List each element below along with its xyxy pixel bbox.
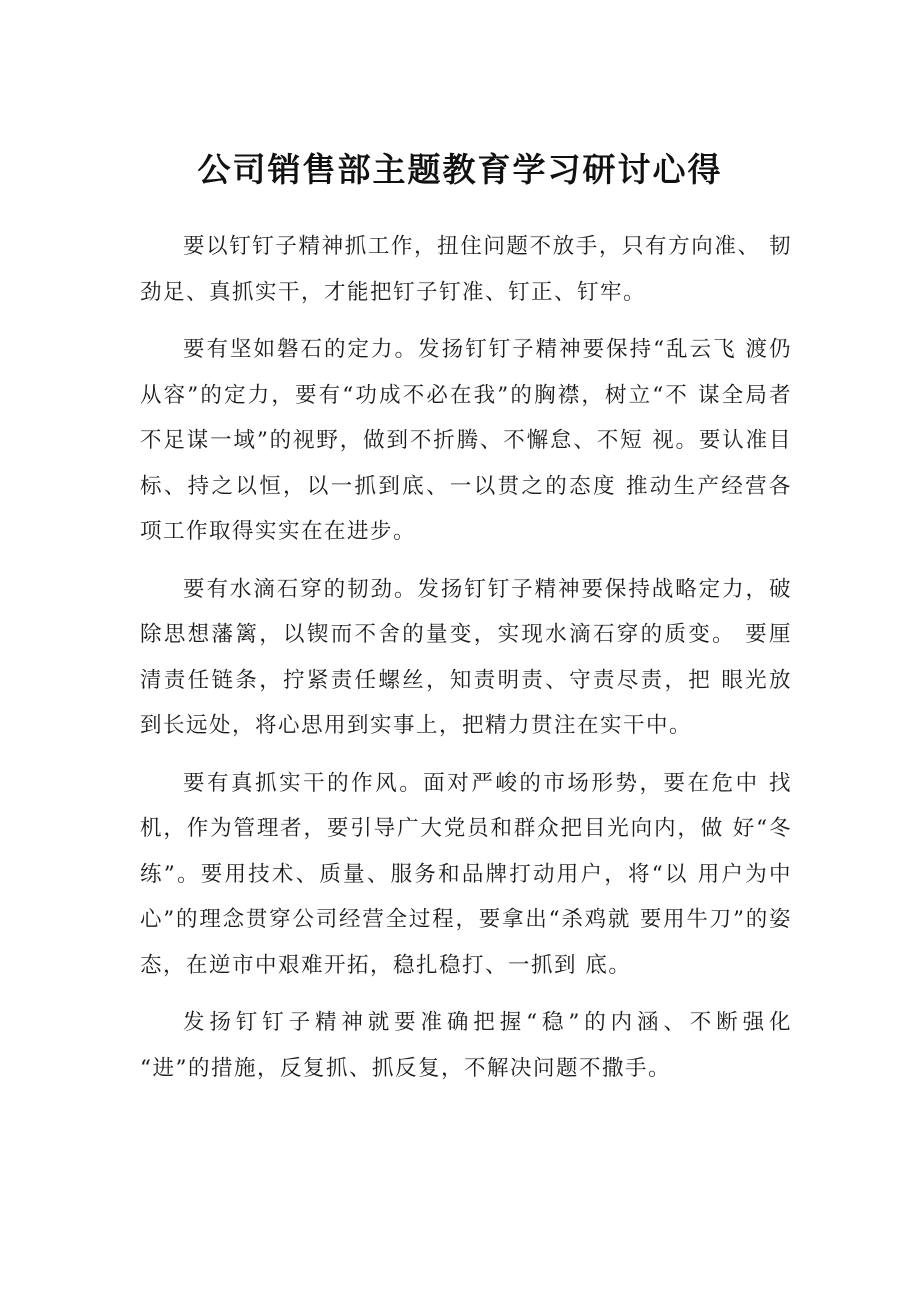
document-body	[140, 224, 792, 1091]
paragraph-4: 要有真抓实干的作风。面对严峻的市场形势，要在危中 找机，作为管理者，要引导广大党员和群众把目光向内，做 好“冬练”。要用技术、质量、服务和品牌打动用户，将“以 用户为中心”的理念贯穿公司经营全过程，要拿出“杀鸡就 要用牛刀”的姿态，在逆市中艰难开拓，稳扎稳打、一抓到 底。	[140, 770, 792, 978]
document-title: 公司销售部主题教育学习研讨心得	[197, 150, 723, 189]
paragraph-2: 要有坚如磐石的定力。发扬钉钉子精神要保持“乱云飞 渡仍从容”的定力，要有“功成不必在我”的胸襟，树立“不 谋全局者不足谋一域”的视野，做到不折腾、不懈怠、不短 视。要认准目标、持之以恒，以一抓到底、一以贯之的态度 推动生产经营各项工作取得实实在在进步。	[140, 337, 792, 544]
paragraph-5: 发扬钉钉子精神就要准确把握“稳”的内涵、不断强化 “进”的措施，反复抓、抓反复，不解决问题不撒手。	[140, 1010, 792, 1081]
paragraph-1: 要以钉钉子精神抓工作，扭住问题不放手，只有方向准、 韧劲足、真抓实干，才能把钉子钉准、钉正、钉牢。	[140, 234, 792, 305]
paragraph-3: 要有水滴石穿的韧劲。发扬钉钉子精神要保持战略定力，破除思想藩篱，以锲而不舍的量变，实现水滴石穿的质变。 要厘清责任链条，拧紧责任螺丝，知责明责、守责尽责，把 眼光放到长远处，将心思用到实事上，把精力贯注在实干中。	[140, 576, 792, 738]
